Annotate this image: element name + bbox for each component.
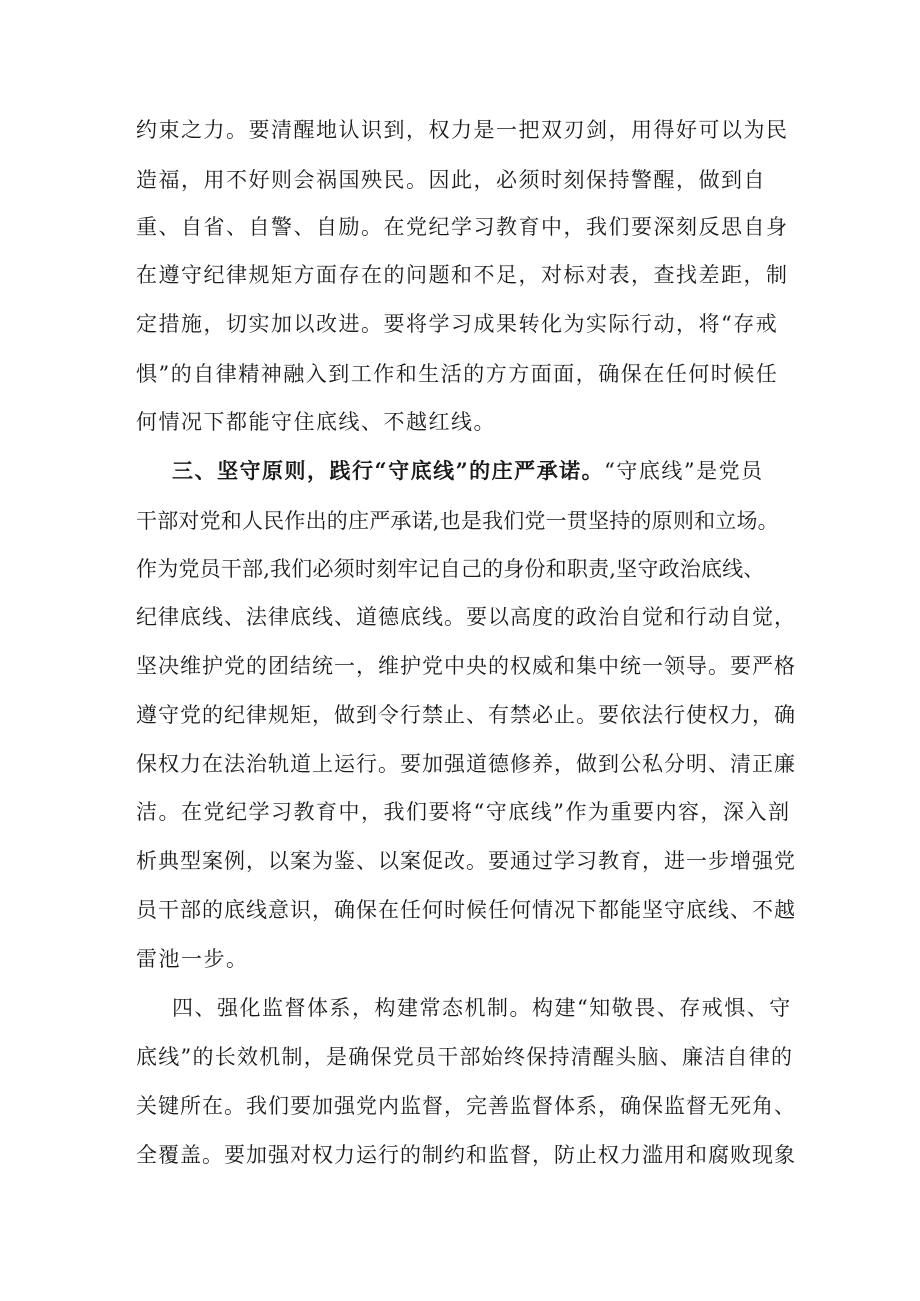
paragraph-line: 何情况下都能守住底线、不越红线。	[136, 410, 496, 434]
paragraph-line: 洁。在党纪学习教育中，我们要将“守底线”作为重要内容，深入剖	[136, 800, 791, 824]
paragraph-line: 底线”的长效机制，是确保党员干部始终保持清醒头脑、廉洁自律的	[136, 1045, 794, 1069]
paragraph-line: 惧”的自律精神融入到工作和生活的方方面面，确保在任何时候任	[136, 362, 779, 386]
paragraph-line: 析典型案例，以案为鉴、以案促改。要通过学习教育，进一步增强党	[136, 849, 796, 873]
paragraph-line: 在遵守纪律规矩方面存在的问题和不足，对标对表，查找差距，制	[136, 263, 789, 287]
paragraph-line: 雷池一步。	[136, 947, 249, 971]
paragraph-line: 作为党员干部,我们必须时刻牢记自己的身份和职责,坚守政治底线、	[136, 557, 765, 581]
paragraph-line-text: “守底线”是党员	[604, 459, 764, 483]
paragraph-line: 约束之力。要清醒地认识到，权力是一把双刃剑，用得好可以为民	[136, 118, 789, 142]
paragraph-line: 重、自省、自警、自励。在党纪学习教育中，我们要深刻反思自身	[136, 215, 789, 239]
paragraph-line: 员干部的底线意识，确保在任何时候任何情况下都能坚守底线、不越	[136, 898, 796, 922]
paragraph-line: 坚决维护党的团结统一，维护党中央的权威和集中统一领导。要严格	[136, 654, 796, 678]
section-heading: 三、坚守原则，践行“守底线”的庄严承诺。	[172, 458, 605, 483]
paragraph-line: 全覆盖。要加强对权力运行的制约和监督，防止权力滥用和腐败现象	[136, 1143, 796, 1167]
paragraph-line: 定措施，切实加以改进。要将学习成果转化为实际行动，将“存戒	[136, 312, 779, 336]
paragraph-line: 纪律底线、法律底线、道德底线。要以高度的政治自觉和行动自觉，	[136, 605, 796, 629]
section-four-first-line: 四、强化监督体系，构建常态机制。构建“知敬畏、存戒惧、守	[172, 996, 792, 1020]
paragraph-line: 干部对党和人民作出的庄严承诺,也是我们党一贯坚持的原则和立场。	[136, 509, 779, 533]
section-three-first-line	[172, 456, 764, 486]
paragraph-line: 遵守党的纪律规矩，做到令行禁止、有禁必止。要依法行使权力，确	[136, 703, 796, 727]
paragraph-line: 关键所在。我们要加强党内监督，完善监督体系，确保监督无死角、	[136, 1094, 796, 1118]
paragraph-line: 造福，用不好则会祸国殃民。因此，必须时刻保持警醒，做到自	[136, 168, 766, 192]
paragraph-line: 保权力在法治轨道上运行。要加强道德修养，做到公私分明、清正廉	[136, 752, 796, 776]
